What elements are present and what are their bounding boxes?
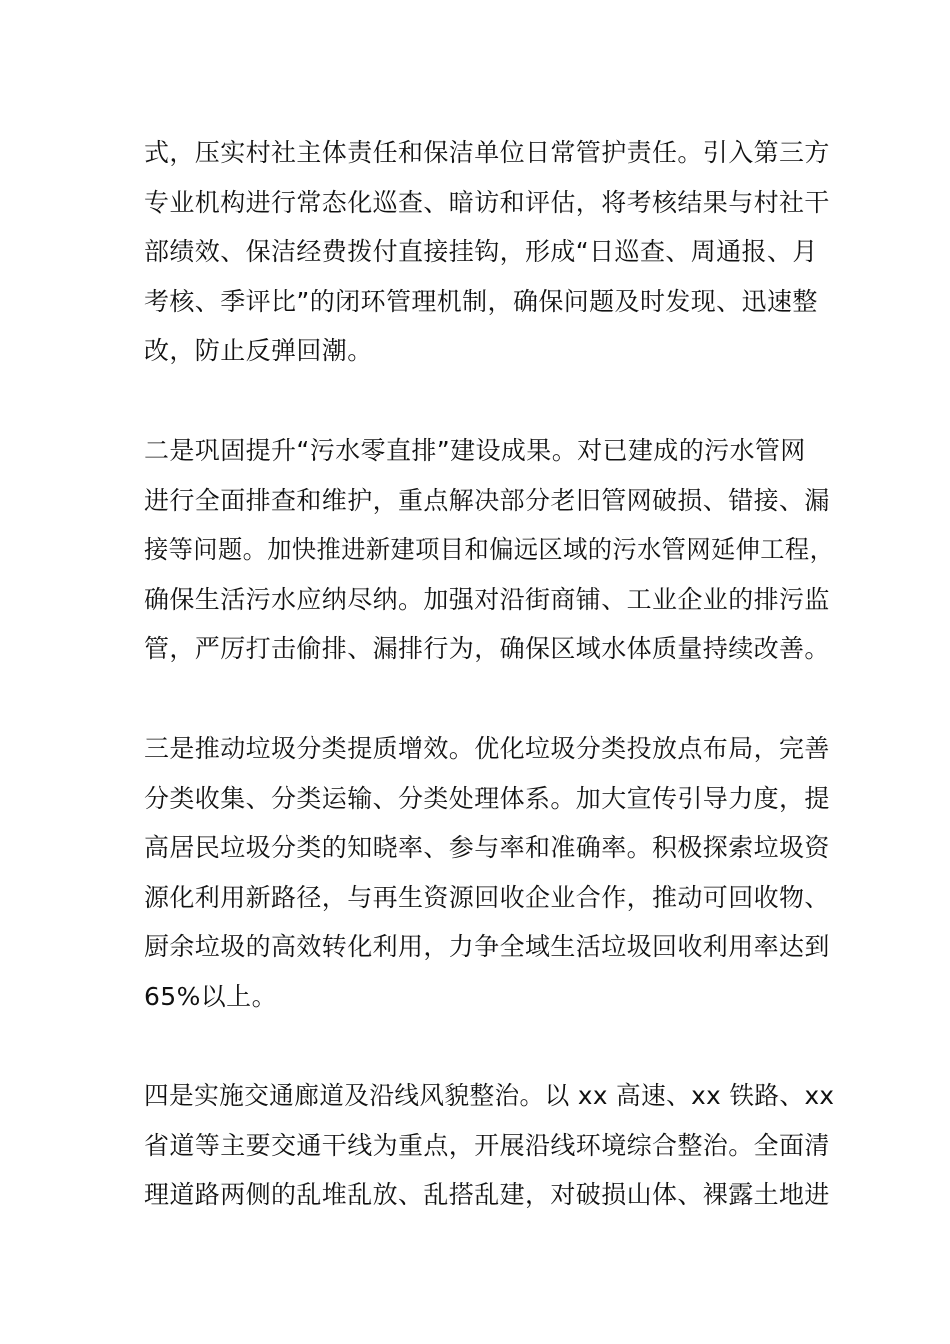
text-line: 改，防止反弹回潮。 (144, 336, 373, 365)
text-line: 部绩效、保洁经费拨付直接挂钩，形成“日巡查、周通报、月 (144, 237, 818, 266)
paragraph-sanitation-management (144, 128, 830, 376)
text-line: 厨余垃圾的高效转化利用，力争全域生活垃圾回收利用率达到 (144, 932, 830, 961)
text-line: 65%以上。 (144, 981, 277, 1011)
text-line: 进行全面排查和维护，重点解决部分老旧管网破损、错接、漏 (144, 485, 830, 515)
text-line: 高居民垃圾分类的知晓率、参与率和准确率。积极探索垃圾资 (144, 833, 830, 862)
paragraph-waste-sorting (144, 724, 830, 1021)
text-line: 专业机构进行常态化巡查、暗访和评估，将考核结果与村社干 (144, 187, 830, 217)
text-line: 式，压实村社主体责任和保洁单位日常管护责任。引入第三方 (144, 138, 830, 167)
text-line: 分类收集、分类运输、分类处理体系。加大宣传引导力度，提 (144, 783, 830, 813)
text-line: 考核、季评比”的闭环管理机制，确保问题及时发现、迅速整 (144, 286, 818, 316)
paragraph-sewage-zero-discharge (144, 426, 835, 674)
text-line: 二是巩固提升“污水零直排”建设成果。对已建成的污水管网 (144, 436, 806, 465)
text-line: 源化利用新路径，与再生资源回收企业合作，推动可回收物、 (144, 882, 830, 912)
text-line: 理道路两侧的乱堆乱放、乱搭乱建，对破损山体、裸露土地进 (144, 1180, 830, 1209)
text-line: 三是推动垃圾分类提质增效。优化垃圾分类投放点布局，完善 (144, 734, 830, 763)
text-line: 省道等主要交通干线为重点，开展沿线环境综合整治。全面清 (144, 1130, 830, 1160)
text-line: 接等问题。加快推进新建项目和偏远区域的污水管网延伸工程， (144, 535, 835, 564)
text-line: 管，严厉打击偷排、漏排行为，确保区域水体质量持续改善。 (144, 634, 830, 663)
paragraph-transport-corridor (144, 1071, 835, 1220)
text-line: 确保生活污水应纳尽纳。加强对沿街商铺、工业企业的排污监 (144, 584, 830, 614)
text-line: 四是实施交通廊道及沿线风貌整治。以 xx 高速、xx 铁路、xx (144, 1081, 835, 1110)
